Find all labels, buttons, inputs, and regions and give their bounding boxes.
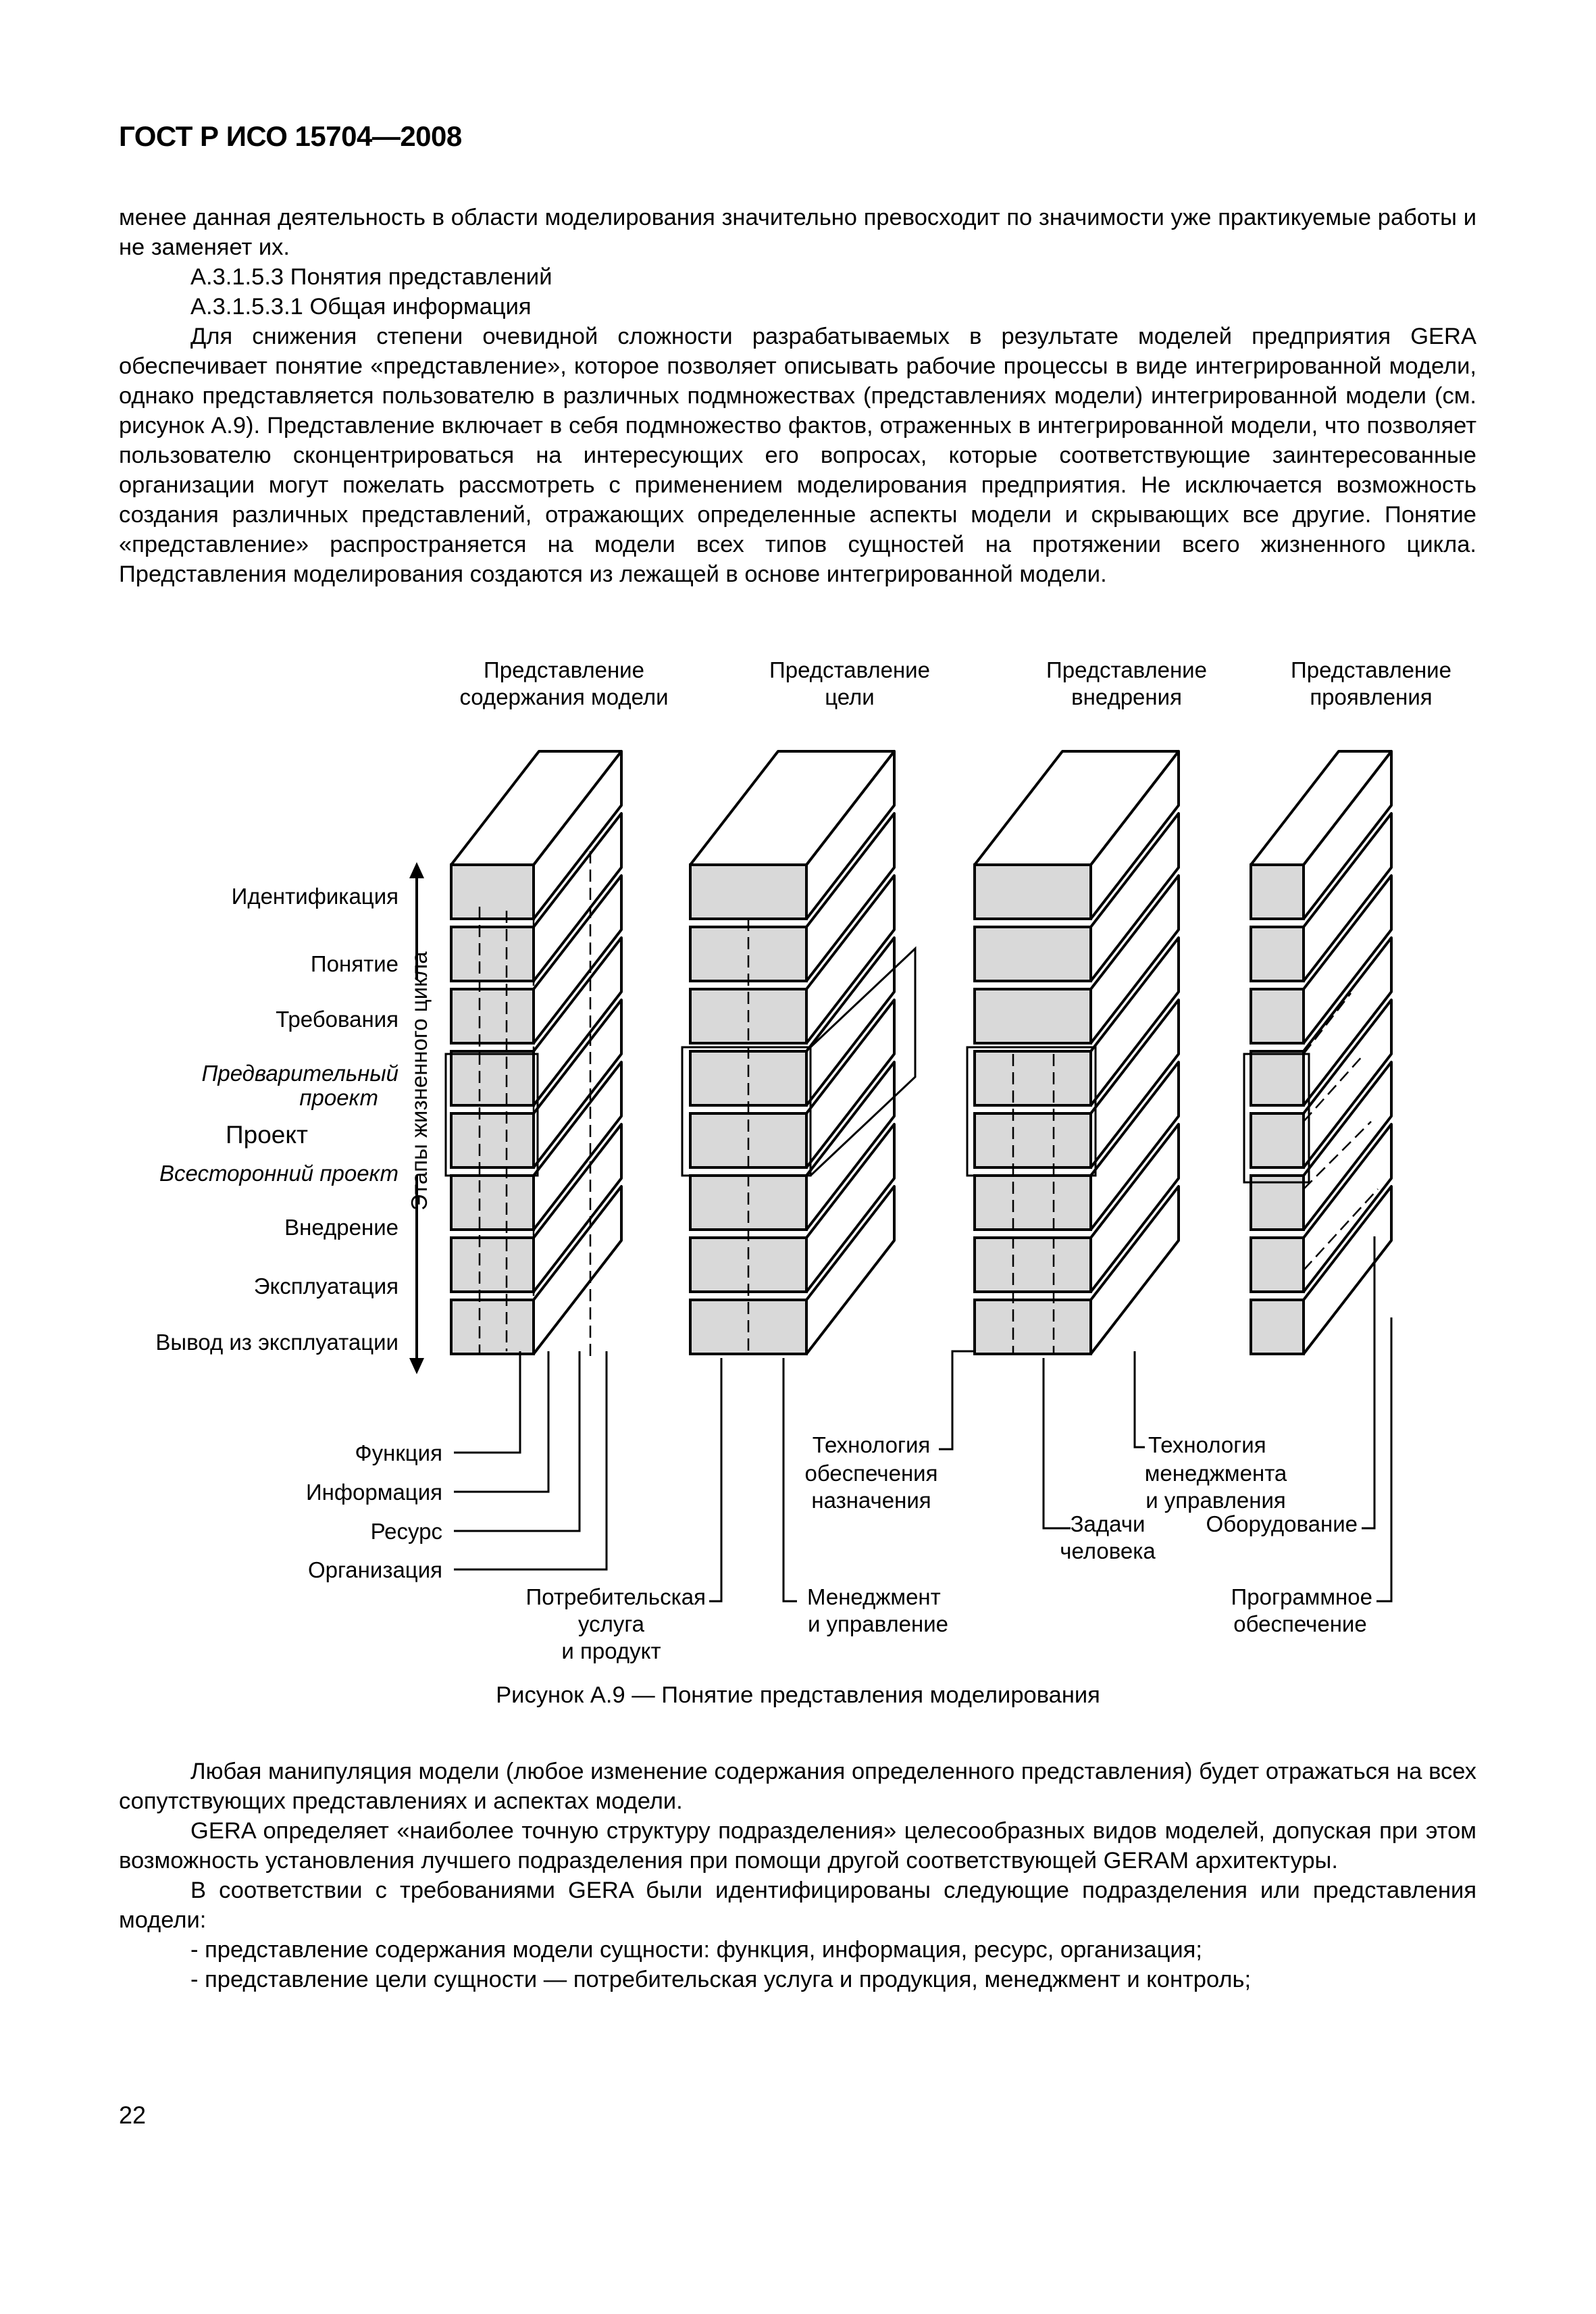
block-front: [1251, 989, 1304, 1043]
block-front: [975, 865, 1091, 919]
connector-line: [1376, 1317, 1391, 1601]
lifecycle-stage-label: Проект: [226, 1121, 308, 1149]
content-aspect-label: Организация: [307, 1557, 442, 1582]
lifecycle-stage-label: Эксплуатация: [253, 1274, 398, 1299]
block-front: [451, 1238, 534, 1292]
body-paragraph: GERA определяет «наиболее точную структуру подразделения» целесообразных видов моделей, допуская при этом возможность установления лучшего подразделения при помощи другой соответствующей GERAM архитектуры.: [119, 1818, 1476, 1873]
view-title: внедрения: [1071, 684, 1182, 709]
view-title: проявления: [1310, 684, 1433, 709]
block-front: [1251, 1176, 1304, 1230]
block-front: [451, 865, 534, 919]
intro-paragraph: А.3.1.5.3 Понятия представлений: [190, 264, 552, 290]
view-stack-implementation: [975, 751, 1179, 1354]
intro-paragraph: менее данная деятельность в области моделирования значительно превосходит по значимости уже практикуемые работы и не заменяет их.: [119, 205, 1476, 260]
lifecycle-stage-label: Идентификация: [231, 884, 398, 909]
block-front: [1251, 1300, 1304, 1354]
body-paragraph: Любая манипуляция модели (любое изменение содержания определенного представления) будет отражаться на всех сопутствующих представлениях и аспектах модели.: [119, 1759, 1476, 1814]
block-front: [1251, 1051, 1304, 1105]
connector-line: [1362, 1236, 1374, 1528]
content-aspect-label: Ресурс: [370, 1519, 442, 1544]
view-title: Представление: [1291, 657, 1451, 682]
block-front: [975, 1113, 1091, 1167]
body-paragraph: - представление содержания модели сущности: функция, информация, ресурс, организация;: [190, 1937, 1202, 1963]
implementation-label: менеджмента: [1144, 1461, 1287, 1486]
connector-line: [783, 1358, 797, 1601]
implementation-label: Задачи: [1070, 1511, 1145, 1536]
physical-label: Программное: [1231, 1584, 1372, 1609]
purpose-label: и продукт: [561, 1638, 661, 1663]
implementation-label: Технология: [812, 1432, 931, 1457]
block-front: [690, 865, 806, 919]
intro-paragraph: Для снижения степени очевидной сложности разрабатываемых в результате моделей предприятия GERA обеспечивает понятие «представление», которое позволяет описывать рабочие процессы в виде интегрированной модели, однако представляется пользователю в различных подмножествах (представлениях модели) интегрированной модели (см. рисунок А.9). Представление включает в себя подмножество фактов, отраженных в интегрированной модели, что позволяет пользователю сконцентрироваться на интересующих его вопросах, которые соответствующие заинтересованные организации могут пожелать рассмотреть с применением моделирования предприятия. Не исключается возможность создания различных представлений, отражающих определенные аспекты модели и скрывающих все другие. Понятие «представление» распространяется на модели всех типов сущностей на протяжении всего жизненного цикла. Представления моделирования создаются из лежащей в основе интегрированной модели.: [119, 324, 1476, 587]
implementation-label: человека: [1060, 1538, 1156, 1563]
connector-line: [1135, 1351, 1145, 1447]
lifecycle-axis-label: Этапы жизненного цикла: [407, 951, 432, 1211]
page-number: 22: [119, 2101, 147, 2129]
implementation-label: и управления: [1145, 1488, 1286, 1513]
connector-line: [454, 1351, 580, 1531]
implementation-label: назначения: [811, 1488, 931, 1513]
block-front: [975, 1300, 1091, 1354]
lifecycle-stage-label: проект: [299, 1085, 378, 1110]
block-front: [1251, 865, 1304, 919]
block-front: [975, 927, 1091, 981]
figure-caption: Рисунок А.9 — Понятие представления моделирования: [496, 1682, 1100, 1708]
lifecycle-stage-label: Предварительный: [201, 1061, 398, 1086]
block-front: [975, 1238, 1091, 1292]
block-front: [1251, 1113, 1304, 1167]
content-aspect-label: Информация: [305, 1480, 442, 1505]
view-title: содержания модели: [459, 684, 669, 709]
content-aspect-label: Функция: [355, 1440, 442, 1465]
lifecycle-stage-label: Всесторонний проект: [159, 1161, 398, 1186]
lifecycle-stage-label: Понятие: [310, 951, 398, 976]
purpose-label: и управление: [807, 1611, 949, 1636]
block-front: [451, 927, 534, 981]
block-front: [1251, 1238, 1304, 1292]
lifecycle-stage-label: Вывод из эксплуатации: [155, 1330, 398, 1355]
body-paragraph: - представление цели сущности — потребительская услуга и продукция, менеджмент и контроль;: [190, 1967, 1252, 1992]
purpose-label: Потребительская: [525, 1584, 706, 1609]
purpose-label: услуга: [577, 1611, 645, 1636]
connector-line: [454, 1351, 520, 1453]
view-stack-physical: [1251, 751, 1391, 1354]
block-front: [975, 1051, 1091, 1105]
block-front: [1251, 927, 1304, 981]
view-title: цели: [825, 684, 875, 709]
document-header: ГОСТ Р ИСО 15704—2008: [119, 120, 462, 152]
implementation-label: обеспечения: [804, 1461, 938, 1486]
connector-line: [939, 1351, 976, 1449]
block-front: [690, 1051, 806, 1105]
view-title: Представление: [484, 657, 644, 682]
block-front: [975, 989, 1091, 1043]
block-front: [451, 989, 534, 1043]
lifecycle-stage-label: Внедрение: [284, 1215, 398, 1240]
connector-line: [709, 1358, 721, 1601]
intro-paragraph: А.3.1.5.3.1 Общая информация: [190, 294, 532, 320]
block-front: [451, 1113, 534, 1167]
body-text: [119, 1757, 1476, 1994]
block-front: [451, 1300, 534, 1354]
implementation-label: Технология: [1148, 1432, 1266, 1457]
arrow-up-icon: [409, 862, 424, 878]
block-front: [975, 1176, 1091, 1230]
view-stack-purpose: [690, 751, 894, 1354]
lifecycle-stage-label: Требования: [276, 1007, 398, 1032]
view-stack-content: [451, 751, 621, 1354]
physical-label: Оборудование: [1206, 1511, 1358, 1536]
connector-line: [454, 1351, 607, 1569]
body-paragraph: В соответствии с требованиями GERA были идентифицированы следующие подразделения или представления модели:: [119, 1878, 1476, 1933]
physical-label: обеспечение: [1233, 1611, 1367, 1636]
view-title: Представление: [1046, 657, 1207, 682]
block-front: [690, 927, 806, 981]
connector-line: [1044, 1358, 1071, 1528]
connector-line: [454, 1351, 548, 1492]
block-front: [451, 1051, 534, 1105]
arrow-down-icon: [409, 1358, 424, 1374]
block-front: [451, 1176, 534, 1230]
view-title: Представление: [769, 657, 930, 682]
purpose-label: Менеджмент: [807, 1584, 941, 1609]
